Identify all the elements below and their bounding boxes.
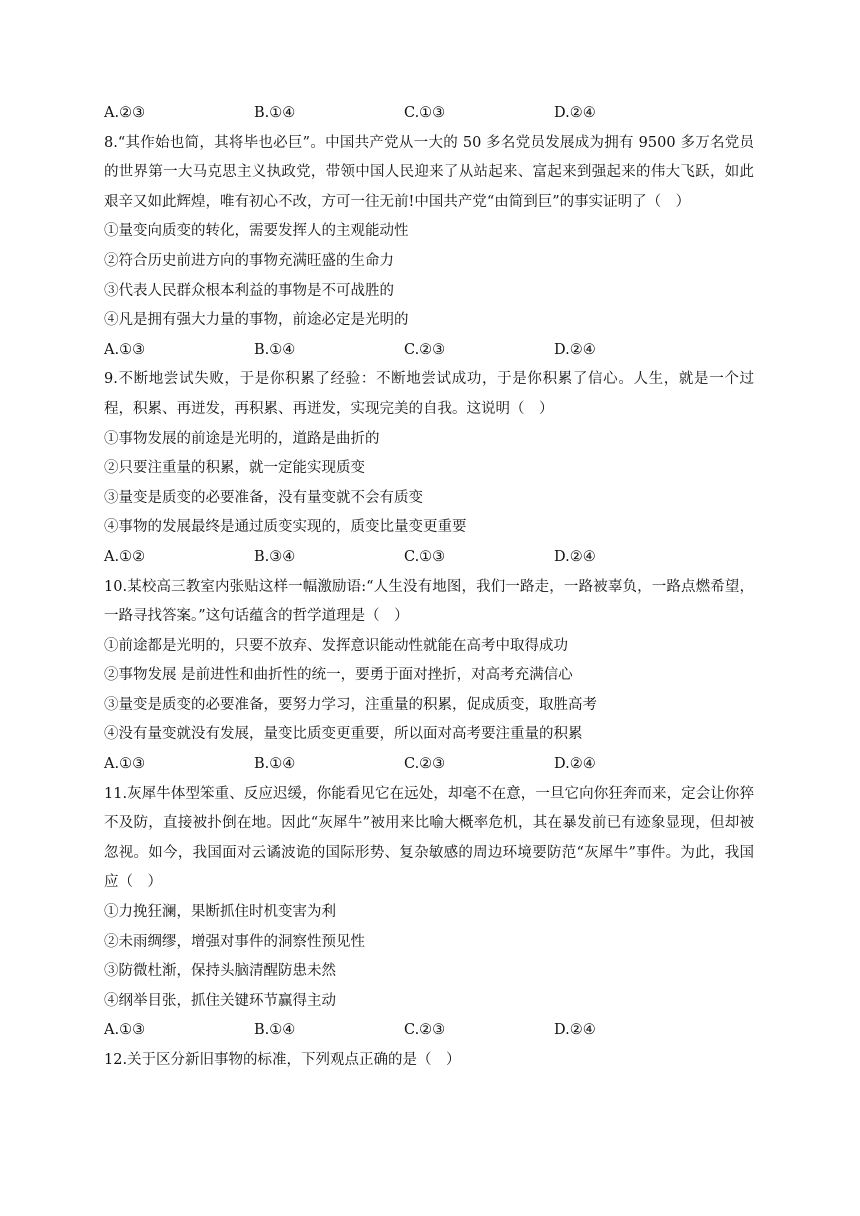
- option-c: C.①③: [404, 548, 446, 565]
- option-d: D.②④: [554, 1022, 596, 1039]
- option-a: A.①②: [104, 548, 146, 565]
- option-a: A.①③: [104, 1022, 146, 1039]
- q8-item-1: ①量变向质变的转化，需要发挥人的主观能动性: [104, 223, 409, 240]
- q10-stem: 10.某校高三教室内张贴这样一幅激励语:“人生没有地图，我们一路走，一路被辜负，一路点燃希望，一路寻找答案。”这句话蕴含的哲学道理是（ ）: [104, 578, 754, 625]
- option-d: D.②④: [554, 341, 596, 358]
- option-b: B.①④: [254, 1022, 296, 1039]
- q9-item-3: ③量变是质变的必要准备，没有量变就不会有质变: [104, 489, 423, 506]
- q9-item-1: ①事物发展的前途是光明的，道路是曲折的: [104, 430, 380, 447]
- q9-stem: 9.不断地尝试失败，于是你积累了经验：不断地尝试成功，于是你积累了信心。人生，就是一个过程，积累、再迸发，再积累、再迸发，实现完美的自我。这说明（ ）: [104, 371, 754, 417]
- q12-stem: 12.关于区分新旧事物的标准，下列观点正确的是（ ）: [104, 1052, 461, 1068]
- q11-item-4: ④纲举目张，抓住关键环节赢得主动: [104, 992, 336, 1009]
- option-b: B.③④: [254, 548, 296, 565]
- option-b: B.①④: [254, 756, 296, 773]
- q10-item-3: ③量变是质变的必要准备，要努力学习，注重量的积累，促成质变，取胜高考: [104, 696, 597, 713]
- q10-item-4: ④没有量变就没有发展，量变比质变更重要，所以面对高考要注重量的积累: [104, 726, 583, 743]
- option-a: A.①③: [104, 341, 146, 358]
- option-d: D.②④: [554, 105, 596, 121]
- q9-item-2: ②只要注重量的积累，就一定能实现质变: [104, 460, 365, 477]
- q10-options: [104, 750, 754, 780]
- q8-item-3: ③代表人民群众根本利益的事物是不可战胜的: [104, 282, 394, 299]
- option-b: B.①④: [254, 341, 296, 358]
- q8-item-4: ④凡是拥有强大力量的事物，前途必定是光明的: [104, 312, 409, 329]
- q10-item-2: ②事物发展 是前进性和曲折性的统一，要勇于面对挫折，对高考充满信心: [104, 667, 573, 684]
- q8-options: [104, 336, 754, 366]
- option-c: C.②③: [404, 341, 446, 358]
- q11-item-1: ①力挽狂澜，果断抓住时机变害为利: [104, 904, 336, 921]
- q7-options: [104, 99, 754, 129]
- q10-item-1: ①前途都是光明的，只要不放弃、发挥意识能动性就能在高考中取得成功: [104, 637, 568, 654]
- exam-page: [104, 99, 754, 1076]
- option-d: D.②④: [554, 756, 596, 773]
- option-a: A.①③: [104, 756, 146, 773]
- option-c: C.①③: [404, 105, 446, 121]
- q11-stem: 11.灰犀牛体型笨重、反应迟缓，你能看见它在远处，却毫不在意，一旦它向你狂奔而来，定会让你猝不及防，直接被扑倒在地。因此“灰犀牛”被用来比喻大概率危机，其在暴发前已有迹象显现，但却被忽视。如今，我国面对云谲波诡的国际形势、复杂敏感的周边环境要防范“灰犀牛”事件。为此，我国应（ ）: [104, 785, 754, 891]
- q9-item-4: ④事物的发展最终是通过质变实现的，质变比量变更重要: [104, 519, 467, 536]
- option-c: C.②③: [404, 1022, 446, 1039]
- q8-item-2: ②符合历史前进方向的事物充满旺盛的生命力: [104, 252, 394, 269]
- option-d: D.②④: [554, 548, 596, 565]
- option-b: B.①④: [254, 105, 296, 121]
- q11-options: [104, 1016, 754, 1046]
- q8-stem: 8.“其作始也简，其将毕也必巨”。中国共产党从一大的 50 多名党员发展成为拥有 9500 多万名党员的世界第一大马克思主义执政党，带领中国人民迎来了从站起来、富起来到强起来的伟大飞跃，如此艰辛又如此辉煌，唯有初心不改，方可一往无前!中国共产党“由简到巨”的事实证明了（ ）: [104, 134, 754, 210]
- q11-item-3: ③防微杜渐，保持头脑清醒防患未然: [104, 963, 336, 980]
- option-a: A.②③: [104, 105, 146, 121]
- q11-item-2: ②未雨绸缪，增强对事件的洞察性预见性: [104, 933, 365, 950]
- q9-options: [104, 543, 754, 573]
- option-c: C.②③: [404, 756, 446, 773]
